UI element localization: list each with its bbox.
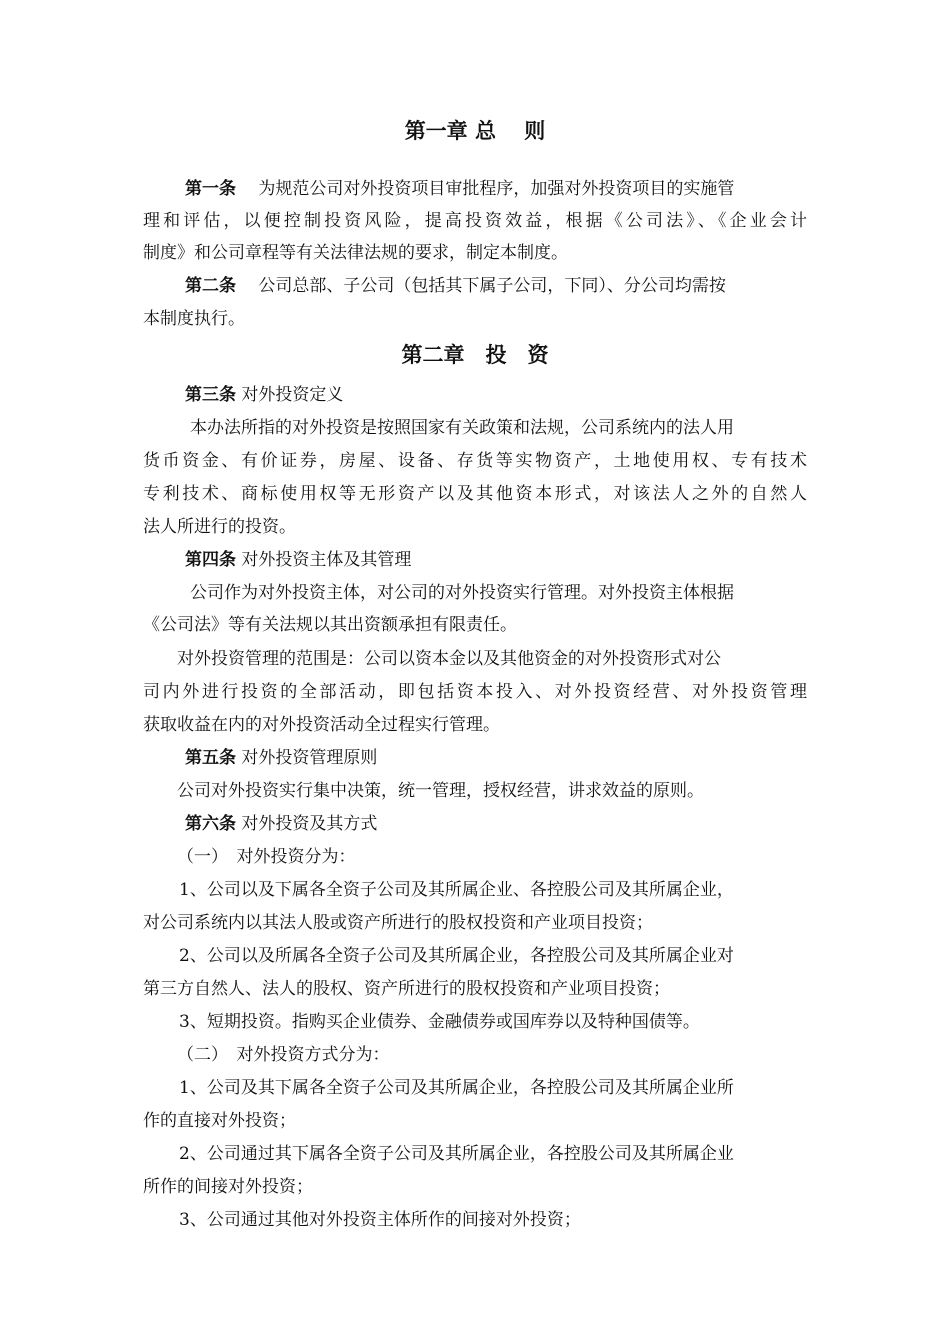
article-4-heading — [185, 547, 411, 573]
chapter-1-title: 第一章 总 则 — [404, 118, 546, 143]
article-3-line-3: 专利技术、商标使用权等无形资产以及其他资本形式，对该法人之外的自然人 — [143, 484, 807, 504]
section-2-title: （二） 对外投资方式分为： — [177, 1045, 390, 1065]
article-3-label: 第三条 — [185, 385, 236, 405]
article-4-line-5: 获取收益在内的对外投资活动全过程实行管理。 — [143, 715, 500, 735]
chapter-2-title: 第二章 投 资 — [401, 342, 549, 367]
article-3-line-2: 货币资金、有价证券，房屋、设备、存货等实物资产，土地使用权、专有技术 — [143, 451, 807, 471]
section-1-item-2-line-2: 第三方自然人、法人的股权、资产所进行的股权投资和产业项目投资； — [143, 979, 670, 999]
article-3-heading — [185, 382, 343, 408]
section-2-item-1-line-2: 作的直接对外投资； — [143, 1111, 296, 1131]
section-1-title: （一） 对外投资分为： — [177, 847, 356, 867]
section-2-item-2-line-1: 2、公司通过其下属各全资子公司及其所属企业，各控股公司及其所属企业 — [179, 1144, 734, 1164]
section-1-item-2-line-1: 2、公司以及所属各全资子公司及其所属企业，各控股公司及其所属企业对 — [179, 946, 734, 966]
article-6-heading — [185, 811, 377, 837]
article-2-text-1: 公司总部、子公司（包括其下属子公司，下同）、分公司均需按 — [258, 276, 726, 296]
article-4-heading-text: 对外投资主体及其管理 — [241, 550, 412, 570]
article-1-line-2: 理和评估，以便控制投资风险，提高投资效益，根据《公司法》、《企业会计 — [143, 211, 807, 231]
section-2-item-3-line-1: 3、公司通过其他对外投资主体所作的间接对外投资； — [179, 1210, 581, 1230]
article-6-heading-text: 对外投资及其方式 — [241, 814, 378, 834]
section-1-item-3-line-1: 3、短期投资。指购买企业债券、金融债券或国库券以及特种国债等。 — [179, 1012, 700, 1032]
article-4-line-1: 公司作为对外投资主体，对公司的对外投资实行管理。对外投资主体根据 — [190, 583, 734, 603]
section-2-item-1-line-1: 1、公司及其下属各全资子公司及其所属企业，各控股公司及其所属企业所 — [179, 1078, 734, 1098]
article-5-label: 第五条 — [185, 748, 236, 768]
article-1-line-1 — [185, 176, 734, 202]
section-1-item-1-line-1: 1、公司以及下属各全资子公司及其所属企业、各控股公司及其所属企业， — [179, 880, 734, 900]
article-2-line-1 — [185, 273, 726, 299]
article-4-line-2: 《公司法》等有关法规以其出资额承担有限责任。 — [143, 615, 517, 635]
article-2-label: 第二条 — [185, 276, 236, 296]
article-3-heading-text: 对外投资定义 — [241, 385, 344, 405]
article-3-line-1: 本办法所指的对外投资是按照国家有关政策和法规，公司系统内的法人用 — [190, 418, 734, 438]
section-1-item-1-line-2: 对公司系统内以其法人股或资产所进行的股权投资和产业项目投资； — [143, 913, 653, 933]
article-4-line-4: 司内外进行投资的全部活动，即包括资本投入、对外投资经营、对外投资管理 — [143, 682, 807, 702]
section-2-item-2-line-2: 所作的间接对外投资； — [143, 1177, 313, 1197]
article-3-line-4: 法人所进行的投资。 — [143, 517, 296, 537]
article-1-label: 第一条 — [185, 179, 236, 199]
article-4-line-3: 对外投资管理的范围是：公司以资本金以及其他资金的对外投资形式对公 — [177, 649, 721, 669]
article-5-heading — [185, 745, 377, 771]
article-5-line-1: 公司对外投资实行集中决策，统一管理，授权经营，讲求效益的原则。 — [177, 781, 704, 801]
article-6-label: 第六条 — [185, 814, 236, 834]
article-4-label: 第四条 — [185, 550, 236, 570]
article-1-line-3: 制度》和公司章程等有关法律法规的要求，制定本制度。 — [143, 243, 568, 263]
article-2-line-2: 本制度执行。 — [143, 309, 245, 329]
article-1-text-1: 为规范公司对外投资项目审批程序，加强对外投资项目的实施管 — [258, 179, 735, 199]
article-5-heading-text: 对外投资管理原则 — [241, 748, 378, 768]
